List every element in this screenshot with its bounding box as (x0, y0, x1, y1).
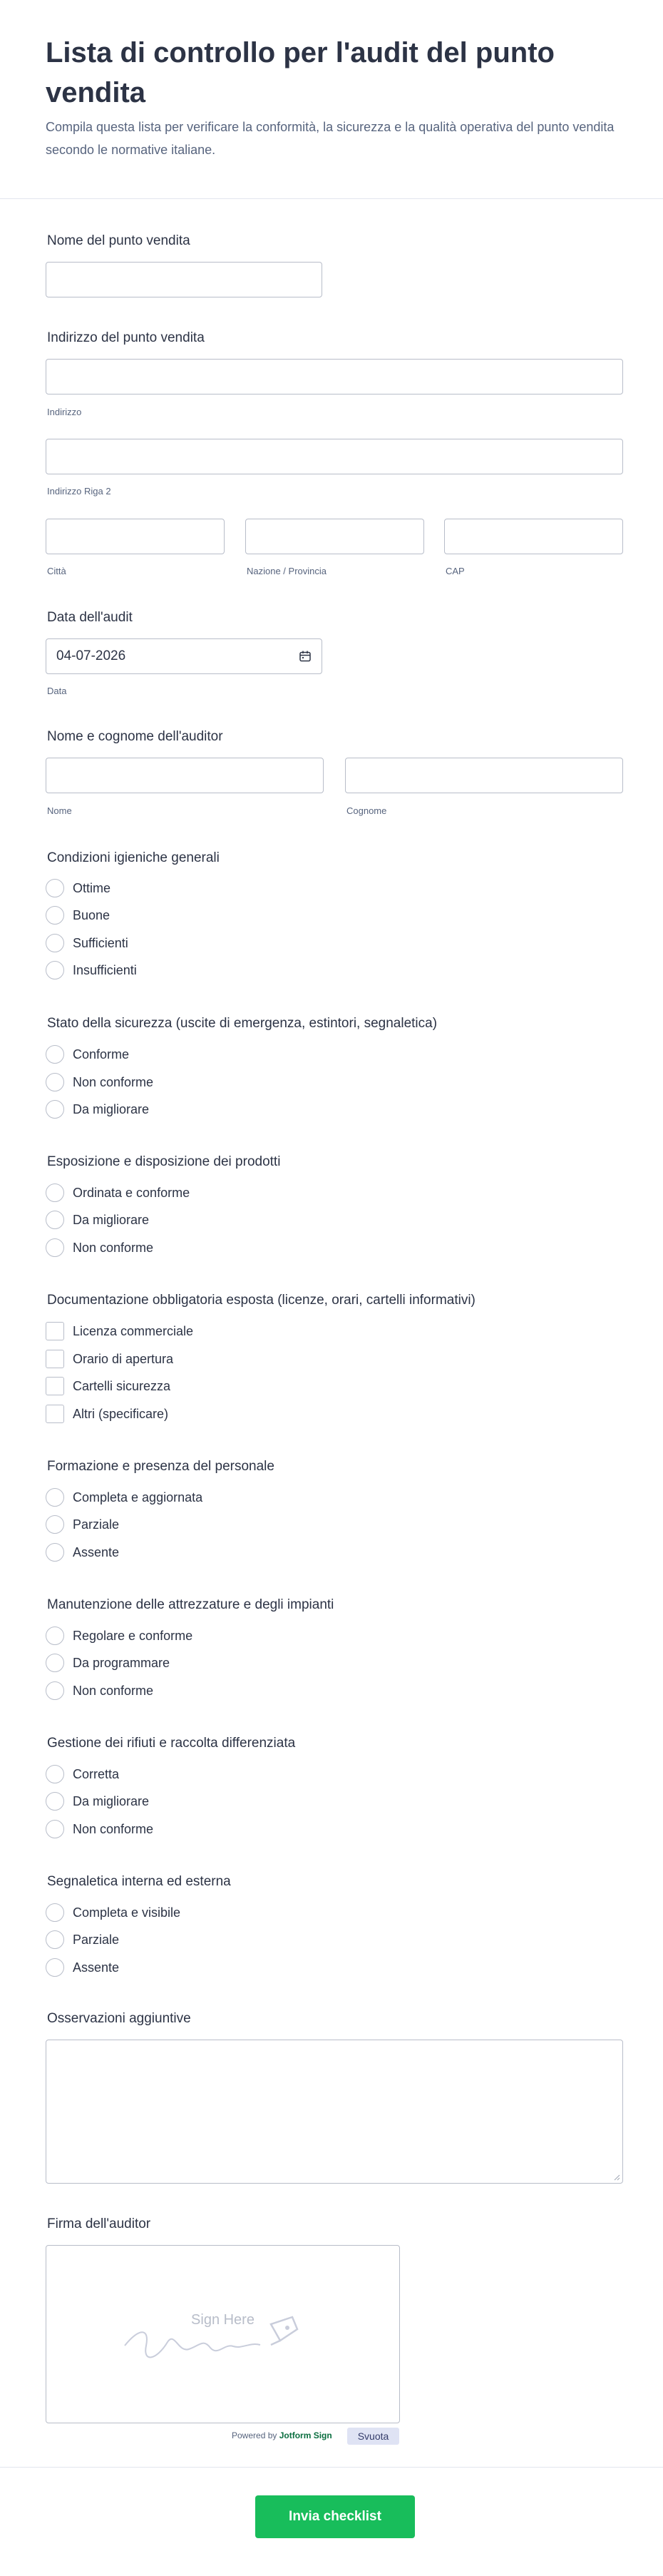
radio-button[interactable] (46, 1930, 64, 1949)
form-subtitle: Compila questa lista per verificare la conformità, la sicurezza e la qualità operativa del punto vendita secondo le normative italiane. (46, 120, 615, 157)
radio-button[interactable] (46, 1765, 64, 1783)
address-line2-input[interactable] (46, 439, 623, 474)
address-line1-input[interactable] (46, 359, 623, 394)
store-name-label: Nome del punto vendita (47, 233, 190, 248)
radio-button[interactable] (46, 1792, 64, 1811)
zip-sublabel: CAP (446, 566, 465, 576)
notes-textarea[interactable] (46, 2040, 623, 2184)
address-label: Indirizzo del punto vendita (47, 330, 205, 345)
documentation-option[interactable]: Altri (specificare) (46, 1404, 168, 1424)
maintenance-option[interactable]: Non conforme (46, 1681, 153, 1701)
hygiene-option[interactable]: Sufficienti (46, 933, 128, 953)
radio-button[interactable] (46, 1183, 64, 1202)
documentation-label: Documentazione obbligatoria esposta (licenze, orari, cartelli informativi) (47, 1293, 476, 1308)
jotform-sign-brand: Jotform Sign (279, 2430, 332, 2440)
address-line1-sublabel: Indirizzo (47, 407, 82, 417)
waste-option[interactable]: Non conforme (46, 1819, 153, 1839)
radio-button[interactable] (46, 1820, 64, 1838)
auditor-first-name-sublabel: Nome (47, 805, 72, 816)
zip-input[interactable] (444, 519, 623, 554)
state-input[interactable] (245, 519, 424, 554)
checkbox[interactable] (46, 1405, 64, 1423)
resize-handle-icon[interactable] (613, 2174, 620, 2181)
safety-option[interactable]: Conforme (46, 1044, 129, 1064)
audit-date-label: Data dell'audit (47, 610, 133, 625)
audit-date-sublabel: Data (47, 686, 67, 696)
waste-label: Gestione dei rifiuti e raccolta differenziata (47, 1736, 296, 1751)
checkbox[interactable] (46, 1377, 64, 1395)
staff-option[interactable]: Parziale (46, 1514, 119, 1534)
radio-button[interactable] (46, 879, 64, 897)
radio-button[interactable] (46, 1100, 64, 1119)
audit-date-value: 04-07-2026 (56, 648, 126, 663)
address-line2-sublabel: Indirizzo Riga 2 (47, 486, 111, 497)
display-option[interactable]: Da migliorare (46, 1210, 149, 1230)
audit-date-input[interactable] (46, 638, 322, 674)
waste-option[interactable]: Corretta (46, 1764, 119, 1784)
clear-signature-button[interactable]: Svuota (347, 2428, 399, 2445)
maintenance-option[interactable]: Da programmare (46, 1653, 170, 1673)
safety-option[interactable]: Da migliorare (46, 1099, 149, 1119)
auditor-first-name-input[interactable] (46, 758, 324, 793)
display-option[interactable]: Non conforme (46, 1238, 153, 1258)
signage-option[interactable]: Completa e visibile (46, 1903, 180, 1923)
hygiene-option[interactable]: Insufficienti (46, 960, 137, 980)
radio-button[interactable] (46, 1211, 64, 1229)
radio-button[interactable] (46, 1515, 64, 1534)
radio-button[interactable] (46, 1488, 64, 1507)
signature-label: Firma dell'auditor (47, 2216, 151, 2231)
maintenance-label: Manutenzione delle attrezzature e degli impianti (47, 1597, 334, 1612)
radio-button[interactable] (46, 961, 64, 979)
documentation-option[interactable]: Orario di apertura (46, 1349, 173, 1369)
staff-option[interactable]: Assente (46, 1542, 119, 1562)
hygiene-option[interactable]: Ottime (46, 878, 110, 898)
display-option[interactable]: Ordinata e conforme (46, 1183, 190, 1203)
signature-pad[interactable] (46, 2245, 400, 2423)
header-divider (0, 198, 663, 199)
radio-button[interactable] (46, 1903, 64, 1922)
auditor-last-name-input[interactable] (345, 758, 623, 793)
powered-by: Powered by Jotform Sign (232, 2430, 332, 2440)
display-label: Esposizione e disposizione dei prodotti (47, 1154, 281, 1169)
radio-button[interactable] (46, 1626, 64, 1645)
sign-here-placeholder: Sign Here (191, 2312, 255, 2328)
checkbox[interactable] (46, 1350, 64, 1368)
radio-button[interactable] (46, 1681, 64, 1700)
staff-label: Formazione e presenza del personale (47, 1459, 274, 1474)
radio-button[interactable] (46, 1958, 64, 1977)
footer-divider (0, 2467, 663, 2468)
radio-button[interactable] (46, 1073, 64, 1091)
radio-button[interactable] (46, 1654, 64, 1672)
store-name-input[interactable] (46, 262, 322, 297)
signage-label: Segnaletica interna ed esterna (47, 1874, 231, 1889)
auditor-label: Nome e cognome dell'auditor (47, 729, 223, 744)
signage-option[interactable]: Assente (46, 1958, 119, 1977)
submit-button[interactable]: Invia checklist (255, 2495, 415, 2538)
safety-option[interactable]: Non conforme (46, 1072, 153, 1092)
radio-button[interactable] (46, 906, 64, 925)
safety-label: Stato della sicurezza (uscite di emergenza, estintori, segnaletica) (47, 1016, 438, 1031)
notes-label: Osservazioni aggiuntive (47, 2011, 191, 2026)
maintenance-option[interactable]: Regolare e conforme (46, 1626, 192, 1646)
documentation-option[interactable]: Licenza commerciale (46, 1321, 193, 1341)
documentation-option[interactable]: Cartelli sicurezza (46, 1376, 170, 1396)
radio-button[interactable] (46, 934, 64, 952)
signage-option[interactable]: Parziale (46, 1930, 119, 1950)
city-sublabel: Città (47, 566, 66, 576)
city-input[interactable] (46, 519, 225, 554)
radio-button[interactable] (46, 1045, 64, 1064)
calendar-icon[interactable] (299, 650, 312, 663)
radio-button[interactable] (46, 1543, 64, 1562)
waste-option[interactable]: Da migliorare (46, 1791, 149, 1811)
checkbox[interactable] (46, 1322, 64, 1340)
hygiene-option[interactable]: Buone (46, 905, 110, 925)
state-sublabel: Nazione / Provincia (247, 566, 327, 576)
signature-scribble-icon (118, 2313, 332, 2371)
hygiene-label: Condizioni igieniche generali (47, 850, 220, 865)
auditor-last-name-sublabel: Cognome (346, 805, 387, 816)
staff-option[interactable]: Completa e aggiornata (46, 1487, 202, 1507)
form-title: Lista di controllo per l'audit del punto vendita (46, 37, 555, 108)
radio-button[interactable] (46, 1238, 64, 1257)
